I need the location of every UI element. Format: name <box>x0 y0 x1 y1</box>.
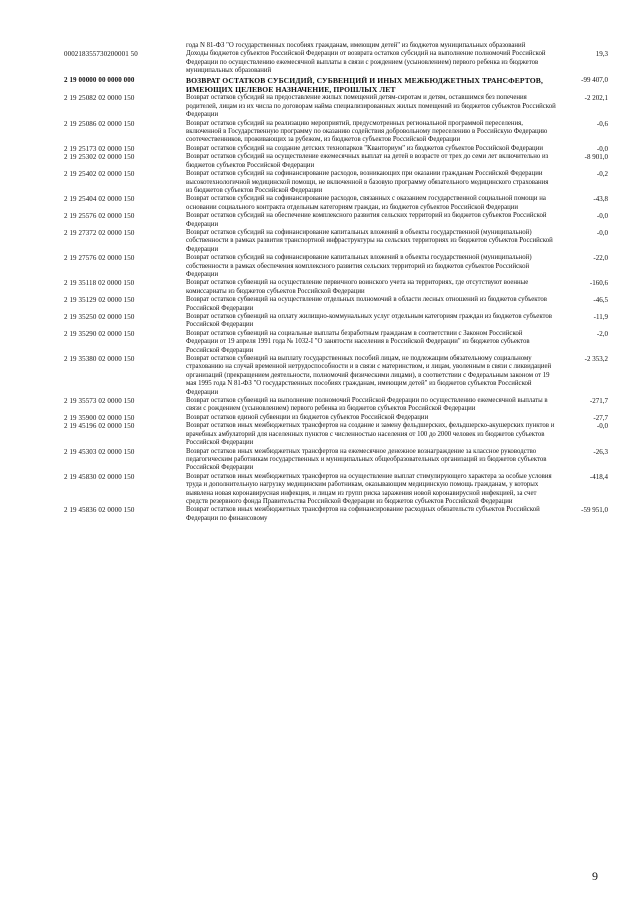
description-cell: Возврат остатков субвенций на выполнение полномочий Российской Федерации по осуществлению ежемесячной выплаты в связи с рождением (усыновлением) первого ребенка из бюджетов субъектов Российской Федерации <box>186 397 548 413</box>
table-row <box>64 330 608 355</box>
description-cell: Возврат остатков иных межбюджетных трансфертов на создание и замену фельдшерских, фельдшерско-акушерских пунктов и врачебных амбулаторий для населенных пунктов с численностью населения от 100 до 2000 человек из бюджетов субъектов Российской Федерации <box>186 422 555 447</box>
table-row <box>64 42 608 50</box>
description-cell: Возврат остатков единой субвенции из бюджетов субъектов Российской Федерации <box>186 413 429 421</box>
table-row <box>64 229 608 254</box>
amount-cell: -0,0 <box>596 422 608 431</box>
budget-code-cell <box>64 42 186 50</box>
amount-cell: -271,7 <box>589 397 608 406</box>
amount-cell: -59 951,0 <box>581 506 608 515</box>
amount-cell: -2 202,1 <box>584 94 608 103</box>
description-cell: Возврат остатков иных межбюджетных трансфертов на ежемесячное денежное вознаграждение за классное руководство педагогическим работникам государственных и муниципальных общеобразовательных организаций из бюджетов субъектов Российской Федерации <box>186 447 547 472</box>
table-row <box>64 414 608 422</box>
table-row <box>64 254 608 279</box>
description-cell: Возврат остатков иных межбюджетных трансфертов на софинансирование расходных обязательств субъектов Российской Федерации по финансовому <box>186 506 540 522</box>
budget-code-cell: 2 19 25576 02 0000 150 <box>64 212 135 221</box>
description-cell: Возврат остатков субвенций на осуществление отдельных полномочий в области лесных отношений из бюджетов субъектов Российской Федерации <box>186 296 548 312</box>
amount-cell: -0,0 <box>596 144 608 153</box>
table-row <box>64 279 608 296</box>
amount-cell: -2 353,2 <box>584 355 608 364</box>
description-cell: Доходы бюджетов субъектов Российской Федерации от возврата остатков субсидий на выполнение полномочий Российской Федерации по осуществлению ежемесячной выплаты в связи с рождением (усыновлением) первого ребенка из бюджетов муниципальных образований <box>186 50 546 75</box>
amount-cell <box>556 42 608 50</box>
budget-table-body <box>64 42 608 523</box>
amount-cell: -27,7 <box>593 413 608 422</box>
budget-code-cell: 2 19 25404 02 0000 150 <box>64 195 135 204</box>
amount-cell: -99 407,0 <box>581 75 608 84</box>
table-row <box>64 397 608 414</box>
budget-code-cell: 2 19 45836 02 0000 150 <box>64 506 135 515</box>
description-cell: ВОЗВРАТ ОСТАТКОВ СУБСИДИЙ, СУБВЕНЦИЙ И ИНЫХ МЕЖБЮДЖЕТНЫХ ТРАНСФЕРТОВ, ИМЕЮЩИХ ЦЕЛЕВОЕ НАЗНАЧЕНИЕ, ПРОШЛЫХ ЛЕТ <box>186 75 543 95</box>
budget-code-cell: 2 19 27576 02 0000 150 <box>64 254 135 263</box>
table-row <box>64 422 608 447</box>
amount-cell: -46,5 <box>593 296 608 305</box>
budget-code-cell: 2 19 45196 02 0000 150 <box>64 422 135 431</box>
budget-code-cell: 2 19 00000 00 0000 000 <box>64 75 135 84</box>
table-row <box>64 212 608 229</box>
budget-code-cell: 2 19 25402 02 0000 150 <box>64 170 135 179</box>
description-cell: года N 81-ФЗ "О государственных пособиях гражданам, имеющим детей" из бюджетов муниципальных образований <box>186 42 526 49</box>
budget-code-cell: 2 19 27372 02 0000 150 <box>64 228 135 237</box>
page-number: 9 <box>592 869 598 883</box>
budget-code-cell: 2 19 35118 02 0000 150 <box>64 279 135 288</box>
amount-cell: -0,0 <box>596 212 608 221</box>
amount-cell: -8 901,0 <box>584 153 608 162</box>
amount-cell: -0,6 <box>596 119 608 128</box>
budget-table <box>64 42 608 523</box>
description-cell: Возврат остатков субсидий на создание детских технопарков "Кванториум" из бюджетов субъектов Российской Федерации <box>186 144 543 152</box>
table-row <box>64 94 608 119</box>
description-cell: Возврат остатков субсидий на обеспечение комплексного развития сельских территорий из бюджетов субъектов Российской Федерации <box>186 212 547 228</box>
description-cell: Возврат остатков иных межбюджетных трансфертов на осуществление выплат стимулирующего характера за особые условия труда и дополнительную нагрузку медицинским работникам, оказывающим медицинскую помощь гражданам, у которых выявлена новая коронавирусная инфекция, и лицам из групп риска заражения новой коронавирусной инфекцией, за счет средств резервного фонда Правительства Российской Федерации из бюджетов субъектов Российской Федерации <box>186 472 552 505</box>
amount-cell: -26,3 <box>593 447 608 456</box>
amount-cell: -43,8 <box>593 195 608 204</box>
amount-cell: -0,2 <box>596 170 608 179</box>
budget-code-cell: 000218355730200001 50 <box>64 50 138 59</box>
table-row <box>64 296 608 313</box>
description-cell: Возврат остатков субсидий на софинансирование капитальных вложений в объекты государственной (муниципальной) собственности в рамках развития транспортной инфраструктуры на сельских территориях из бюджетов субъектов Российской Федерации <box>186 228 553 253</box>
description-cell: Возврат остатков субсидий на софинансирование капитальных вложений в объекты государственной (муниципальной) собственности в рамках обеспечения комплексного развития сельских территорий из бюджетов субъектов Российской Федерации <box>186 254 532 278</box>
budget-code-cell: 2 19 25302 02 0000 150 <box>64 153 135 162</box>
table-row <box>64 153 608 170</box>
budget-code-cell: 2 19 45830 02 0000 150 <box>64 472 135 481</box>
description-cell: Возврат остатков субвенций на выплату государственных пособий лицам, не подлежащим обязательному социальному страхованию на случай временной нетрудоспособности и в связи с материнством, и лицам, уволенным в связи с ликвидацией организаций (прекращением деятельности, полномочий физическими лицами), в соответствии с Федеральным законом от 19 мая 1995 года N 81-ФЗ "О государственных пособиях гражданам, имеющим детей" из бюджетов субъектов Российской Федерации <box>186 355 552 396</box>
budget-code-cell: 2 19 35129 02 0000 150 <box>64 296 135 305</box>
budget-code-cell: 2 19 25086 02 0000 150 <box>64 119 135 128</box>
budget-code-cell: 2 19 35290 02 0000 150 <box>64 329 135 338</box>
amount-cell: -2,0 <box>596 329 608 338</box>
budget-code-cell: 2 19 45303 02 0000 150 <box>64 447 135 456</box>
amount-cell: -418,4 <box>589 472 608 481</box>
table-row <box>64 195 608 212</box>
budget-code-cell: 2 19 35900 02 0000 150 <box>64 413 135 422</box>
table-row <box>64 313 608 330</box>
budget-code-cell: 2 19 25173 02 0000 150 <box>64 144 135 153</box>
table-row <box>64 355 608 397</box>
amount-cell: -22,0 <box>593 254 608 263</box>
description-cell: Возврат остатков субсидий на софинансирование расходов, связанных с оказанием государственной социальной помощи на основании социального контракта отдельным категориям граждан, из бюджетов субъектов Российской Федерации <box>186 195 546 211</box>
amount-cell: -0,0 <box>596 228 608 237</box>
description-cell: Возврат остатков субсидий на осуществление ежемесячных выплат на детей в возрасте от трех до семи лет включительно из бюджетов субъектов Российской Федерации <box>186 153 549 169</box>
budget-code-cell: 2 19 35573 02 0000 150 <box>64 397 135 406</box>
amount-cell: -11,9 <box>593 313 608 321</box>
table-row <box>64 170 608 195</box>
budget-code-cell: 2 19 35250 02 0000 150 <box>64 313 135 321</box>
budget-code-cell: 2 19 35380 02 0000 150 <box>64 355 135 364</box>
description-cell: Возврат остатков субвенций на осуществление первичного воинского учета на территориях, где отсутствуют военные комиссариаты из бюджетов субъектов Российской Федерации <box>186 279 529 295</box>
table-row <box>64 76 608 95</box>
table-row <box>64 145 608 153</box>
table-row <box>64 50 608 75</box>
description-cell: Возврат остатков субсидий на софинансирование расходов, возникающих при оказании гражданам Российской Федерации высокотехнологичной медицинской помощи, не включенной в базовую программу обязательного медицинского страхования из бюджетов субъектов Российской Федерации <box>186 170 549 194</box>
table-row <box>64 506 608 523</box>
table-row <box>64 120 608 145</box>
budget-code-cell: 2 19 25082 02 0000 150 <box>64 94 135 103</box>
description-cell: Возврат остатков субвенций на оплату жилищно-коммунальных услуг отдельным категориям граждан из бюджетов субъектов Российской Федерации <box>186 313 553 329</box>
description-cell: Возврат остатков субсидий на предоставление жилых помещений детям-сиротам и детям, оставшимся без попечения родителей, лицам из их числа по договорам найма специализированных жилых помещений из бюджетов субъектов Российской Федерации <box>186 94 556 119</box>
amount-cell: -160,6 <box>589 279 608 288</box>
description-cell: Возврат остатков субсидий на реализацию мероприятий, предусмотренных региональной программой переселения, включенной в Государственную программу по оказанию содействия добровольному переселению в Российскую Федерацию соотечественников, проживающих за рубежом, из бюджетов субъектов Российской Федерации <box>186 119 548 144</box>
description-cell: Возврат остатков субвенций на социальные выплаты безработным гражданам в соответствии с Законом Российской Федерации от 19 апреля 1991 года № 1032-I "О занятости населения в Российской Федерации" из бюджетов субъектов Российской Федерации <box>186 329 530 354</box>
amount-cell: 19,3 <box>595 50 608 59</box>
table-row <box>64 448 608 473</box>
table-row <box>64 473 608 507</box>
